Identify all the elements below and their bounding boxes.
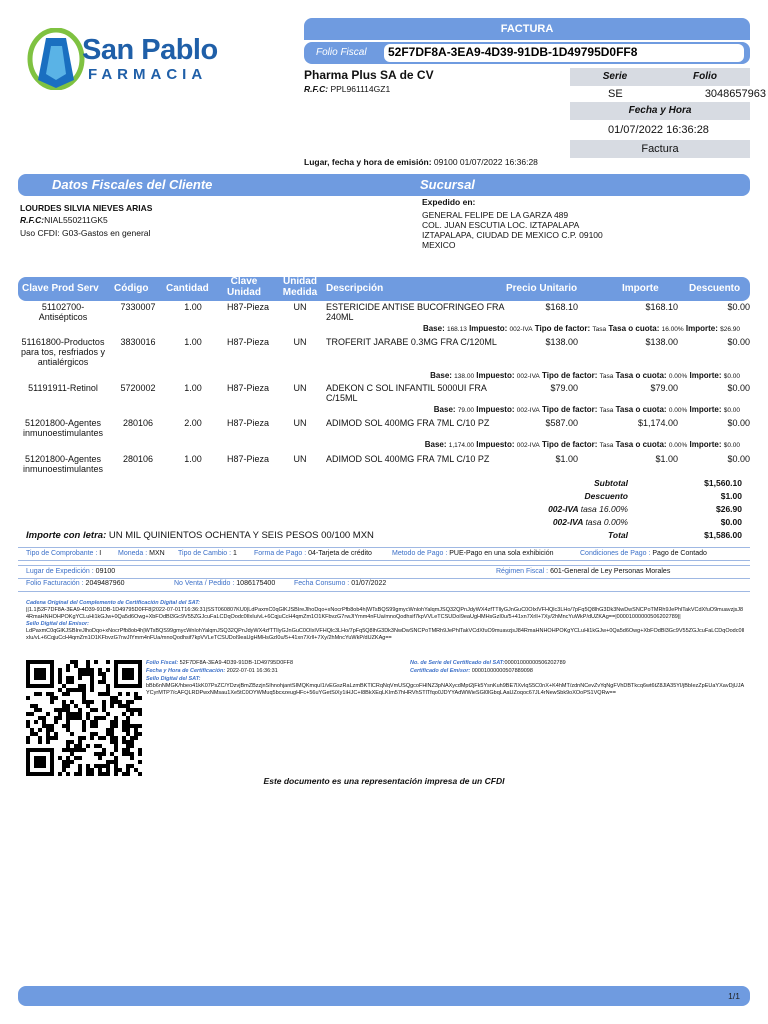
address-line: GENERAL FELIPE DE LA GARZA 489 [422,210,569,220]
issuer-rfc: R.F.C: PPL961114GZ1 [304,84,391,94]
info-bar-3: Folio Facturación : 2049487960 No Venta / Pedido : 1086175400 Fecha Consumo : 01/07/2022 [18,578,750,592]
cell-codigo: 5720002 [120,383,156,393]
cell-descripcion: ADIMOD SOL 400MG FRA 7ML C/10 PZ [326,454,490,464]
tax-detail: Base: 79.00 Impuesto: 002-IVA Tipo de factor: Tasa Tasa o cuota: 0.00% Importe: $0.00 [433,405,740,414]
col-codigo: Código [114,283,149,294]
cell-clave: 51201800-Agentes inmunoestimulantes [22,418,104,438]
cell-importe: $79.00 [650,383,678,393]
cell-importe: $168.10 [645,302,678,312]
cell-importe: $1,174.00 [637,418,678,428]
cell-unidad: H87-Pieza [226,302,270,312]
cell-codigo: 3830016 [120,337,156,347]
cell-descripcion: ADIMOD SOL 400MG FRA 7ML C/10 PZ [326,418,490,428]
importe-letra: Importe con letra: UN MIL QUINIENTOS OCHENTA Y SEIS PESOS 00/100 MXN [26,530,374,541]
cell-clave: 51201800-Agentes inmunoestimulantes [22,454,104,474]
cell-medida: UN [293,418,307,428]
cell-codigo: 280106 [122,418,154,428]
subtotal-value: $1,560.10 [704,478,742,488]
col-importe: Importe [622,283,659,294]
page-number: 1/1 [728,991,740,1001]
cell-descuento: $0.00 [727,302,750,312]
col-descripcion: Descripción [326,283,384,294]
sat-cert-block: Folio Fiscal: 52F7DF8A-3EA9-4D39-91DB-1D49795D0FF8 No. de Serie del Certificado del SAT:00001000000506202789 Fecha y Hora de Certificación: 2022-07-01 16:36:31 Certificado del Emisor: 00001000000507889098 Sello Digital del SAT: bBb6nNMGK/hbeo41kK07PsZC/YDzvjBmZBzzjnSIhnohjantSIMQKmquI1/vEGszRaLzmBKTlCRqNqVmUSQgcoFHlNZ3pNAXycdMpt2jFk5YsnKuh9BE7lXvIqS5C0nX+K4hMT/zdnNCevZvYqNgFVhDBTkcq6wt6tZ8JlA35YI/jBbIezZpEUaYXavDjUJAYCyrMTP7/cAFQLRDPwxNMsau1Xe5tC0OYWMuq5bcxzeugHFc+56uYGetSiXy1iHJC+I8BkXEqLKIm57hHRVhSTlTfqo0JDYYAdWWieSGl0lGbqLAaUZoqoc67JL4rNewSbk9oXOoPS1VQRw== [146,660,745,696]
client-branch-bar [18,174,750,196]
logo-sub: FARMACIA [88,66,208,83]
total-value: $1,586.00 [704,530,742,540]
col-clave: Clave Prod Serv [22,283,99,294]
info-bar-1: Tipo de Comprobante : I Moneda : MXN Tipo de Cambio : 1 Forma de Pago : 04-Tarjeta de crédito Metodo de Pago : PUE-Pago en una sola exhibición Condiciones de Pago : Pago de Contado [18,547,750,561]
iva16-row: 002-IVA tasa 16.00% $26.90 [548,504,742,514]
cell-precio: $587.00 [545,418,578,428]
cell-cantidad: 1.00 [184,337,202,347]
cell-descuento: $0.00 [727,337,750,347]
folio-fiscal-value: 52F7DF8A-3EA9-4D39-91DB-1D49795D0FF8 [388,45,638,59]
fecha-hora-header: Fecha y Hora [570,102,750,120]
sat-seals-block: Cadena Original del Complemento de Certificación Digital del SAT: ||1.1|52F7DF8A-3EA9-4D39-91DB-1D49795D0FF8|2022-07-01T16:36:31|SST060807KU0|LdPaxmC0qGlKJSBIreJlhoDqo+xNocrPfb8ob4h|WTsBQS99gmycWnlohYalqmJSQ32QPnJdyWX4zfTTllyGJnGuC0OIxlVFHQlc3LHo/7pFq5Q8lhG3Dk3NwDwSNCPoTMRh9JePhlTakVCdXfuO9muavzjsJ84RmaHNHOHPOKgYCLuHi1kGJw+0Qa5d6Owg+XbFOdBl3Gc9V55ZGJcuFaLCDqOodc0IlxIu/vL+6CqjuCcH4qmZm1O1KFbvzG7rwJIYmm4nFUa/mnoQodhsif7kpVVLeTCSUDoI9eaUgHMHsGzI0u/5+41xn7Xrll+7Xy/2hMncYuWkP/dUZKAg==|00001000000506202789|| Sello Digital del Emisor: LdPaxmC0qGlKJSBIreJlhoDqo+xNocrPfb8ob4h|WTsBQS99gmycWnlohYalqmJSQ32QPnJdyWX4zfTTllyGJnGuC0OIxlVFHQlc3LHo/7pFq5Q8lhG3Dk3NwDwSNCPoTMRh9JePhlTakVCdXfuO9muavzjsJ84RmaHNHOHPOKgYCLuHi1kGJw+0Qa5d6Owg+XbFOdBl3Gc9V55ZGJcuFaLCDqOodc0IlxIu/vL+6CqjuCcH4qmZm1O1KFbvzG7rwJIYmm4nFUa/mnoQodhsif7kpVVLeTCSUDoI9eaUgHMHsGzI0u/5+41xn7Xrll+7Xy/2hMncYuWkP/dUZKAg== [26,600,745,641]
serie-header: Serie [570,68,660,86]
cfdi-note: Este documento es una representación impresa de un CFDI [263,776,505,786]
sello-emisor: LdPaxmC0qGlKJSBIreJlhoDqo+xNocrPfb8ob4h|WTsBQS99gmycWnlohYalqmJSQ32QPnJdyWX4zfTTllyGJnGuC0OIxlVFHQlc3LHo/7pFq5Q8lhG3Dk3NwDwSNCPoTMRh9JePhlTakVCdXfuO9muavzjsJ84RmaHNHOHPOKgYCLuHi1kGJw+0Qa5d6Owg+XbFOdBl3Gc9V55ZGJcuFaLCDqOodc0IlxIu/vL+6CqjuCcH4qmZm1O1KFbvzG7rwJIYmm4nFUa/mnoQodhsif7kpVVLeTCSUDoI9eaUgHMHsGzI0u/5+41xn7Xrll+7Xy/2hMncYuWkP/dUZKAg== [26,628,745,641]
cell-medida: UN [293,383,307,393]
branch-section-title: Sucursal [420,177,475,192]
subtotal-row: Subtotal $1,560.10 [594,478,742,488]
cell-descripcion: TROFERIT JARABE 0.3MG FRA C/120ML [326,337,497,347]
col-medida: Unidad Medida [282,276,318,298]
cell-clave: 51161800-Productos para tos, resfriados y antialérgicos [20,337,106,367]
client-rfc: R.F.C:NIAL550211GK5 [20,215,108,225]
cell-precio: $138.00 [545,337,578,347]
col-cantidad: Cantidad [166,283,209,294]
cell-unidad: H87-Pieza [226,418,270,428]
address-line: MEXICO [422,240,456,250]
client-section-title: Datos Fiscales del Cliente [52,177,213,192]
san-pablo-emblem-icon [26,28,86,90]
emision-line: Lugar, fecha y hora de emisión: 09100 01/07/2022 16:36:28 [304,157,538,167]
cell-cantidad: 2.00 [184,418,202,428]
cell-medida: UN [293,302,307,312]
cell-descuento: $0.00 [727,418,750,428]
tax-detail: Base: 1,174.00 Impuesto: 002-IVA Tipo de factor: Tasa Tasa o cuota: 0.00% Importe: $0.00 [424,440,740,449]
client-uso-cfdi: Uso CFDI: G03-Gastos en general [20,228,151,238]
cell-descripcion: ESTERICIDE ANTISE BUCOFRINGEO FRA 240ML [326,302,505,322]
address-line: IZTAPALAPA, CIUDAD DE MEXICO C.P. 09100 [422,230,603,240]
tax-detail: Base: 168.13 Impuesto: 002-IVA Tipo de factor: Tasa Tasa o cuota: 16.00% Importe: $26.90 [422,324,740,333]
descuento-row: Descuento $1.00 [584,491,742,501]
address-line: COL. JUAN ESCUTIA LOC. IZTAPALAPA [422,220,580,230]
cell-medida: UN [293,337,307,347]
cell-importe: $138.00 [645,337,678,347]
cell-descuento: $0.00 [727,454,750,464]
cell-descuento: $0.00 [727,383,750,393]
fecha-hora-value: 01/07/2022 16:36:28 [608,124,709,136]
iva0-value: $0.00 [720,517,742,527]
folio-header: Folio [660,68,750,86]
cell-importe: $1.00 [655,454,678,464]
factura-banner: FACTURA [304,18,750,40]
iva16-value: $26.90 [716,504,742,514]
company-logo [26,28,218,90]
items-table-header [18,277,750,301]
cell-clave: 51102700-Antisépticos [38,302,88,322]
tipo-documento: Factura [570,140,750,158]
tax-detail: Base: 138.00 Impuesto: 002-IVA Tipo de factor: Tasa Tasa o cuota: 0.00% Importe: $0.00 [430,371,740,380]
cell-unidad: H87-Pieza [226,383,270,393]
cadena-original: ||1.1|52F7DF8A-3EA9-4D39-91DB-1D49795D0FF8|2022-07-01T16:36:31|SST060807KU0|LdPaxmC0qGlKJSBIreJlhoDqo+xNocrPfb8ob4h|WTsBQS99gmycWnlohYalqmJSQ32QPnJdyWX4zfTTllyGJnGuC0OIxlVFHQlc3LHo/7pFq5Q8lhG3Dk3NwDwSNCPoTMRh9JePhlTakVCdXfuO9muavzjsJ84RmaHNHOHPOKgYCLuHi1kGJw+0Qa5d6Owg+XbFOdBl3Gc9V55ZGJcuFaLCDqOodc0IlxIu/vL+6CqjuCcH4qmZm1O1KFbvzG7rwJIYmm4nFUa/mnoQodhsif7kpVVLeTCSUDoI9eaUgHMHsGzI0u/5+41xn7Xrll+7Xy/2hMncYuWkP/dUZKAg==|00001000000506202789|| [26,607,744,620]
cell-descripcion: ADEKON C SOL INFANTIL 5000UI FRA C/15ML [326,383,487,403]
serie-value: SE [608,88,623,100]
cell-codigo: 280106 [122,454,154,464]
qr-code-icon [26,660,142,776]
footer-bar [18,986,750,1006]
cell-precio: $168.10 [545,302,578,312]
cell-codigo: 7330007 [120,302,156,312]
info-bar-2: Lugar de Expedición : 09100 Régimen Fiscal : 601-General de Ley Personas Morales [18,565,750,579]
descuento-value: $1.00 [720,491,742,501]
cell-clave: 51191911-Retinol [28,383,98,393]
folio-fiscal-bar [304,42,750,64]
col-descuento: Descuento [689,283,741,294]
expedido-label: Expedido en: [422,197,476,207]
total-row: Total $1,586.00 [608,530,742,540]
col-unidad: Clave Unidad [227,276,261,298]
iva0-row: 002-IVA tasa 0.00% $0.00 [552,517,742,527]
cell-precio: $1.00 [555,454,578,464]
cell-precio: $79.00 [550,383,578,393]
cell-cantidad: 1.00 [184,454,202,464]
cell-unidad: H87-Pieza [226,337,270,347]
col-precio: Precio Unitario [506,283,578,294]
folio-fiscal-label: Folio Fiscal [316,47,367,58]
logo-name: San Pablo [82,34,218,66]
client-name: LOURDES SILVIA NIEVES ARIAS [20,203,153,213]
issuer-company-name: Pharma Plus SA de CV [304,68,434,82]
cell-cantidad: 1.00 [184,302,202,312]
folio-value: 3048657963 [704,88,766,100]
branch-address [422,210,603,250]
cell-medida: UN [293,454,307,464]
sello-sat: bBb6nNMGK/hbeo41kK07PsZC/YDzvjBmZBzzjnSIhnohjantSIMQKmquI1/vEGszRaLzmBKTlCRqNqVmUSQgcoFHlNZ3pNAXycdMpt2jFk5YsnKuh9BE7lXvIqS5C0nX+K4hMT/zdnNCevZvYqNgFVhDBTkcq6wt6tZ8JlA35YI/jBbIezZpEUaYXavDjUJAYCyrMTP7/cAFQLRDPwxNMsau1Xe5tC0OYWMuq5bcxzeugHFc+56uYGetSiXy1iHJC+I8BkXEqLKIm57hHRVhSTlTfqo0JDYYAdWWieSGl0lGbqLAaUZoqoc67JL4rNewSbk9oXOoPS1VQRw== [146,683,745,696]
cell-cantidad: 1.00 [184,383,202,393]
cell-unidad: H87-Pieza [226,454,270,464]
